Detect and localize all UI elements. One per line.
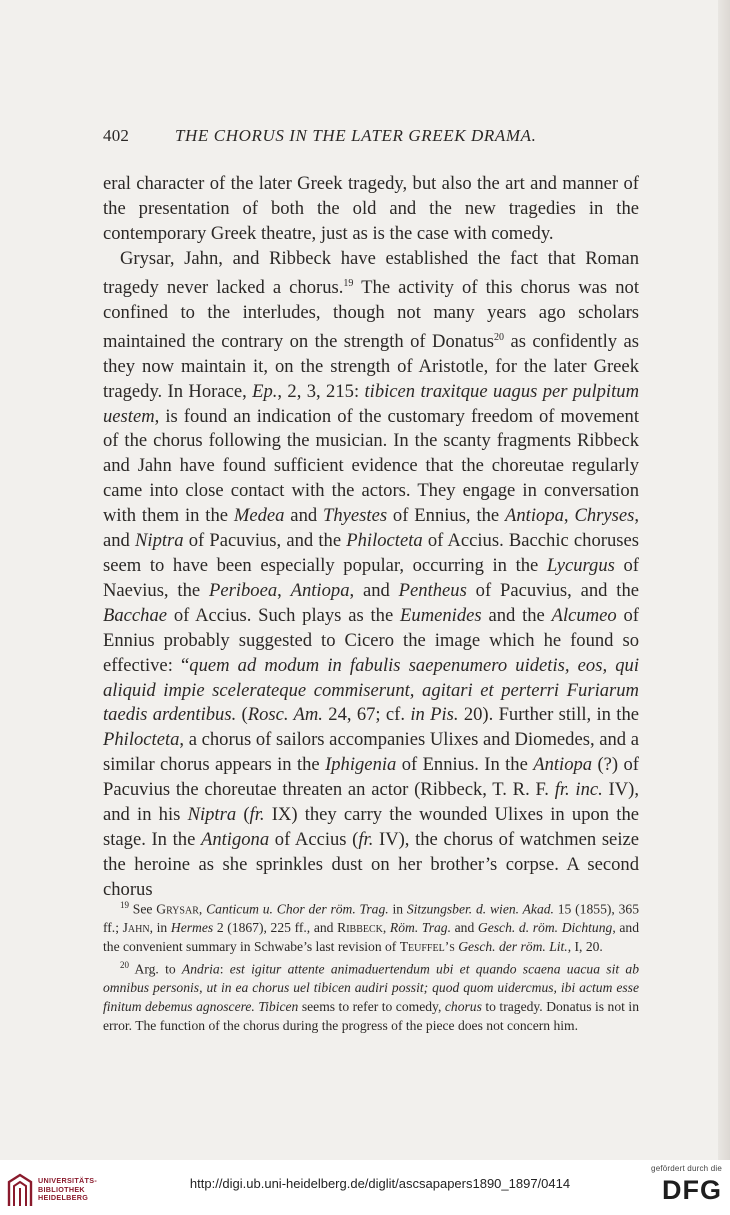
main-text (103, 172, 639, 903)
text-run: , (198, 901, 207, 917)
text-run: 15 (1855), 365 ff.; (103, 901, 639, 936)
footnote-number: 20 (120, 960, 129, 971)
italic-run: Antigona (200, 828, 270, 850)
text-run: in (388, 901, 407, 917)
text-run: of Ennius, the (387, 505, 506, 527)
text-run: of Accius ( (269, 828, 359, 850)
text-run: IV), and in his (103, 779, 639, 826)
text-run: of Naevius, the (103, 554, 639, 601)
running-header (103, 126, 643, 146)
text-run: ( (236, 804, 250, 826)
italic-run: Lycurgus (546, 554, 615, 576)
text-run: of Accius. Such plays as the (167, 604, 401, 626)
text-run: IV), the chorus of watchmen seize the heroine as she sprinkles dust on her brother’s corpse. A second chorus (103, 828, 639, 900)
dfg-caption: gefördert durch die (651, 1164, 722, 1173)
text-run: as confidently as they now maintain it, on the strength of Aristotle, for the later Greek tragedy. In Horace, (103, 330, 639, 402)
italic-run: Antiopa (290, 579, 350, 601)
text-run: Arg. to (129, 961, 182, 977)
italic-run: Gesch. d. röm. Dichtung (477, 920, 613, 936)
footnotes (103, 896, 639, 1035)
italic-run: fr. inc. (554, 779, 603, 801)
paragraph-1 (103, 172, 639, 247)
italic-run: Alcumeo (551, 604, 617, 626)
italic-run: Röm. Trag. (389, 920, 451, 936)
italic-run: Chryses (574, 505, 635, 527)
text-run: of Pacuvius, and the (183, 530, 347, 552)
text-run: and (284, 505, 324, 527)
library-emblem-icon (6, 1172, 34, 1208)
text-run: , (563, 505, 575, 527)
italic-run: Philocteta (103, 729, 180, 751)
smallcaps-run: Grysar (156, 901, 199, 917)
smallcaps-run: Jahn (122, 920, 150, 936)
text-run: , (277, 579, 291, 601)
text-run: See (129, 901, 157, 917)
text-run: (?) of Pacuvius the choreutae threaten an actor (Ribbeck, T. R. F. (103, 754, 639, 801)
italic-run: Niptra (187, 804, 237, 826)
text-run: of Ennius probably suggested to Cicero the image which he found so effective: “ (103, 604, 639, 676)
running-title: THE CHORUS IN THE LATER GREEK DRAMA. (175, 126, 537, 145)
text-run: , and (103, 505, 640, 552)
italic-run: fr. (249, 804, 265, 826)
italic-run: tibicen traxitque uagus per pulpitum uestem (103, 380, 639, 427)
text-run: IX) they carry the wounded Ulixes in upon the stage. In the (103, 804, 639, 850)
text-run: of Accius. Bacchic choruses seem to have been especially popular, occurring in the (103, 530, 639, 576)
text-run: of Pacuvius, and the (466, 579, 640, 601)
italic-run: fr. (358, 828, 374, 850)
text-run: , in (149, 920, 171, 936)
library-name: UNIVERSITÄTS- BIBLIOTHEK HEIDELBERG (38, 1176, 98, 1203)
text-run: , (382, 920, 390, 936)
italic-run: Antiopa (505, 505, 564, 527)
footnote-ref-20[interactable]: 20 (494, 331, 505, 343)
text-run: ( (236, 704, 248, 726)
italic-run: Canticum u. Chor der röm. Trag. (206, 901, 389, 917)
dfg-mark: DFG (662, 1175, 722, 1205)
text-run: , a chorus of sailors accompanies Ulixes and Diomedes, and a similar chorus appears in the (103, 729, 639, 776)
university-library-logo[interactable] (6, 1170, 126, 1210)
text-run: , 2, 3, 215: (277, 380, 365, 402)
dfg-logo[interactable] (632, 1164, 722, 1212)
text-run: Grysar, Jahn, and Ribbeck have established the fact that Roman tragedy never lacked a chorus. (103, 247, 639, 298)
text-run: of Ennius. In the (396, 754, 534, 776)
text-run: and the (481, 604, 552, 626)
italic-run: Medea (233, 505, 285, 527)
text-run: , and the convenient summary in Schwabe’s last revision of (103, 920, 639, 954)
text-run: and (450, 920, 478, 936)
italic-run: Eumenides (400, 604, 482, 626)
text-run: , and (349, 579, 399, 601)
viewer-footer (0, 1160, 730, 1215)
italic-run: Sitzungsber. d. wien. Akad. (406, 901, 554, 917)
italic-run: Hermes (170, 920, 214, 936)
page-number: 402 (103, 126, 130, 145)
smallcaps-run: Teuffel’s (399, 938, 455, 954)
text-run: 2 (1867), 225 ff., and (213, 920, 338, 936)
footnote-19 (103, 896, 639, 956)
text-run: 20). Further still, in the (458, 704, 639, 726)
text-run: seems to refer to comedy, (298, 999, 445, 1015)
text-run: eral character of the later Greek tragedy, but also the art and manner of the presentation of both the old and the new tragedies in the contemporary Greek theatre, just as is the case with comedy. (103, 173, 639, 244)
italic-run: est igitur attente animaduertendum ubi et quando scaena uacua sit ab omnibus personis, ut in ea chorus uel tibicen audiri possit; quod quom uidercmus, ibi actum esse finitum debemus agnoscere. Tibicen (103, 961, 639, 1015)
italic-run: Pentheus (398, 579, 467, 601)
footnote-ref-19[interactable]: 19 (343, 277, 354, 289)
italic-run: quem ad modum in fabulis saepenumero uidetis, eos, qui aliquid impie scelerateque commiserunt, agitari et perterri Furiarum taedis ardentibus. (103, 654, 640, 726)
text-run: , I, 20. (567, 938, 603, 954)
italic-run: Niptra (135, 530, 184, 552)
italic-run: Antiopa (533, 754, 593, 776)
italic-run: Philocteta (346, 530, 423, 552)
italic-run: in Pis. (410, 704, 459, 726)
footnote-number: 19 (120, 900, 129, 910)
footnote-20 (103, 956, 639, 1035)
page-edge (718, 0, 730, 1160)
smallcaps-run: Ribbeck (337, 920, 383, 936)
italic-run: chorus (444, 999, 482, 1015)
permalink-url[interactable]: http://digi.ub.uni-heidelberg.de/diglit/ascsapapers1890_1897/0414 (189, 1176, 571, 1191)
italic-run: Gesch. der röm. Lit. (458, 938, 568, 954)
italic-run: Periboea (208, 579, 278, 601)
italic-run: Iphigenia (325, 754, 397, 776)
text-run: to tragedy. Donatus is not in error. The function of the chorus during the progress of the piece does not concern him. (103, 999, 639, 1033)
italic-run: Rosc. Am. (247, 704, 323, 726)
italic-run: Andria (181, 961, 220, 977)
text-run: : (219, 961, 230, 977)
italic-run: Thyestes (323, 505, 388, 527)
text-run: 24, 67; cf. (322, 704, 411, 726)
paragraph-2 (103, 247, 639, 903)
italic-run: Ep. (252, 380, 278, 402)
italic-run: Bacchae (103, 604, 168, 626)
text-run: , is found an indication of the customary freedom of movement of the chorus following the musician. In the scanty fragments Ribbeck and Jahn have found sufficient evidence that the choreutae regularly came into close contact with the actors. They engage in conversation with them in the (103, 405, 639, 527)
text-run: The activity of this chorus was not confined to the interludes, though not many years ago scholars maintained the contrary on the strength of Donatus (103, 276, 639, 352)
